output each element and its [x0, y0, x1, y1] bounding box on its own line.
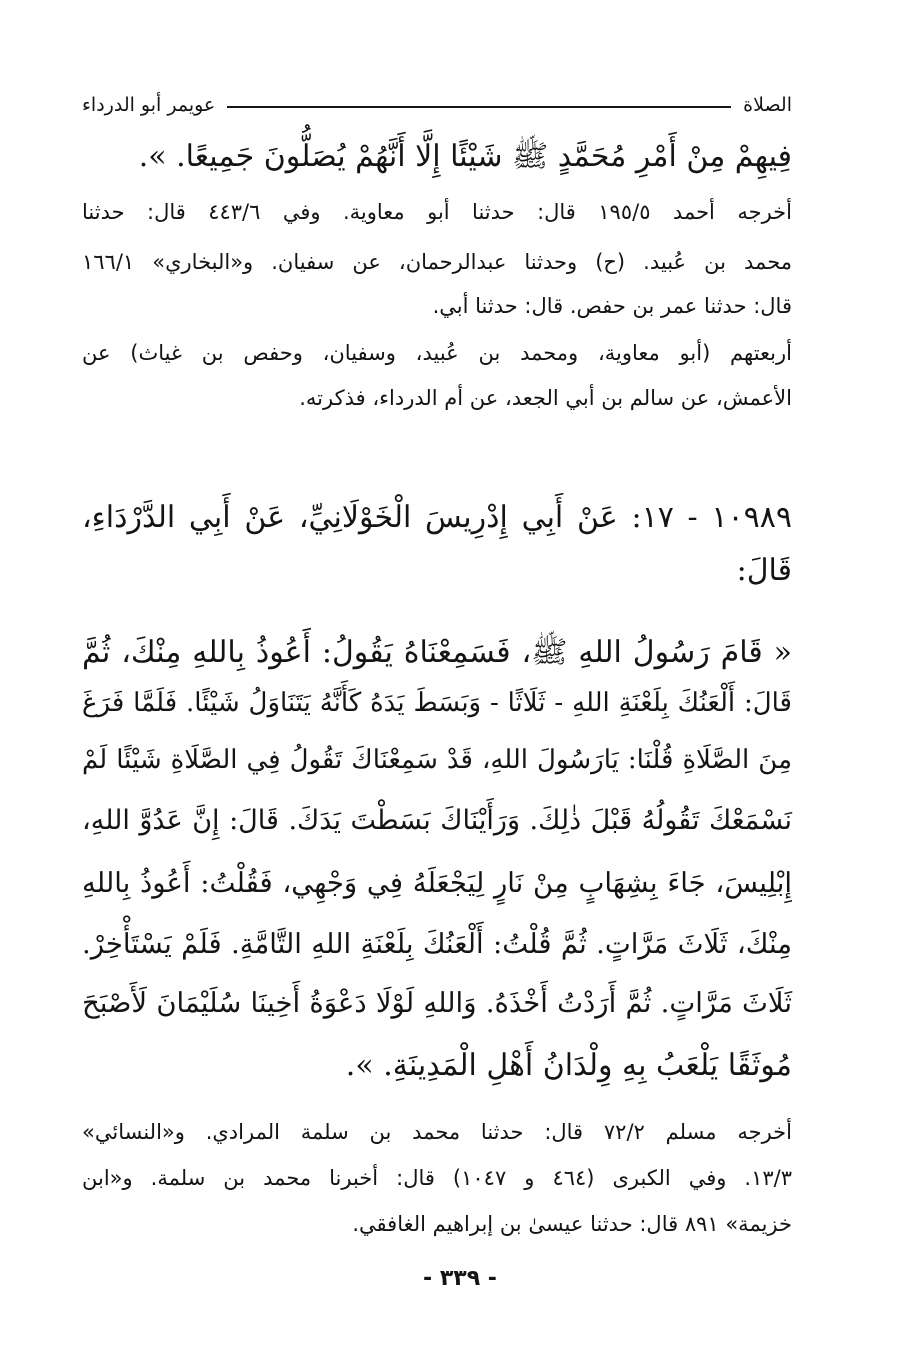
takhrij-2-line-2: الأعمش، عن سالم بن أبي الجعد، عن أم الدرداء، فذكرته.: [299, 386, 792, 410]
hadith-body-line-5: إِبْلِيسَ، جَاءَ بِشِهَابٍ مِنْ نَارٍ لِيَجْعَلَهُ فِي وَجْهِي، فَقُلْتُ: أَعُوذُ بِاللهِ: [82, 867, 792, 899]
chapter-title: الصلاة: [743, 94, 792, 116]
continuation-line: فِيهِمْ مِنْ أَمْرِ مُحَمَّدٍ ﷺ شَيْئًا إِلَّا أَنَّهُمْ يُصَلُّونَ جَمِيعًا. ».: [138, 139, 792, 174]
hadith-body-line-3: مِنَ الصَّلَاةِ قُلْنَا: يَارَسُولَ اللهِ، قَدْ سَمِعْنَاكَ تَقُولُ فِي الصَّلَاةِ شَيْئًا لَمْ: [82, 745, 792, 775]
hadith-body-line-7: ثَلَاثَ مَرَّاتٍ. ثُمَّ أَرَدْتُ أَخْذَهُ. وَاللهِ لَوْلَا دَعْوَةُ أَخِينَا سُلَيْمَانَ لَأَصْبَحَ: [82, 987, 792, 1019]
hadith-body-line-1: « قَامَ رَسُولُ اللهِ ﷺ، فَسَمِعْنَاهُ يَقُولُ: أَعُوذُ بِاللهِ مِنْكَ، ثُمَّ: [82, 635, 792, 670]
takhrij-1-line-3: قال: حدثنا عمر بن حفص. قال: حدثنا أبي.: [432, 294, 792, 318]
takhrij-3-line-2: ١٣/٣. وفي الكبرى (٤٦٤ و ١٠٤٧) قال: أخبرنا محمد بن سلمة. و«ابن: [82, 1166, 792, 1190]
hadith-body-line-8: مُوثَقًا يَلْعَبُ بِهِ وِلْدَانُ أَهْلِ الْمَدِينَةِ. ».: [345, 1048, 792, 1083]
section-title: عويمر أبو الدرداء: [82, 94, 216, 116]
running-header: [82, 90, 792, 120]
takhrij-3-line-3: خزيمة» ٨٩١ قال: حدثنا عيسىٰ بن إبراهيم الغافقي.: [352, 1212, 792, 1236]
takhrij-1-line-1: أخرجه أحمد ١٩٥/٥ قال: حدثنا أبو معاوية. وفي ٤٤٣/٦ قال: حدثنا: [82, 200, 792, 224]
takhrij-3-line-1: أخرجه مسلم ٧٢/٢ قال: حدثنا محمد بن سلمة المرادي. و«النسائي»: [82, 1120, 792, 1144]
hadith-heading-line-2: قَالَ:: [736, 553, 792, 588]
takhrij-2-line-1: أربعتهم (أبو معاوية، ومحمد بن عُبيد، وسفيان، وحفص بن غياث) عن: [82, 341, 792, 365]
hadith-heading-line-1: ١٠٩٨٩ - ١٧: عَنْ أَبِي إِدْرِيسَ الْخَوْلَانِيِّ، عَنْ أَبِي الدَّرْدَاءِ،: [82, 500, 792, 535]
header-rule: [227, 106, 731, 108]
page-number: - ٣٣٩ -: [423, 1266, 497, 1291]
hadith-body-line-2: قَالَ: أَلْعَنُكَ بِلَعْنَةِ اللهِ - ثَلَاثًا - وَبَسَطَ يَدَهُ كَأَنَّهُ يَتَنَاوَلُ شَيْئًا. فَلَمَّا فَرَغَ: [82, 688, 792, 718]
hadith-body-line-4: نَسْمَعْكَ تَقُولُهُ قَبْلَ ذٰلِكَ. وَرَأَيْنَاكَ بَسَطْتَ يَدَكَ. قَالَ: إِنَّ عَدُوَّ اللهِ،: [82, 805, 792, 836]
hadith-body-line-6: مِنْكَ، ثَلَاثَ مَرَّاتٍ. ثُمَّ قُلْتُ: أَلْعَنُكَ بِلَعْنَةِ اللهِ التَّامَّةِ. فَلَمْ يَسْتَأْخِرْ.: [82, 928, 792, 960]
takhrij-1-line-2: محمد بن عُبيد. (ح) وحدثنا عبدالرحمان، عن سفيان. و«البخاري» ١٦٦/١: [82, 250, 792, 274]
